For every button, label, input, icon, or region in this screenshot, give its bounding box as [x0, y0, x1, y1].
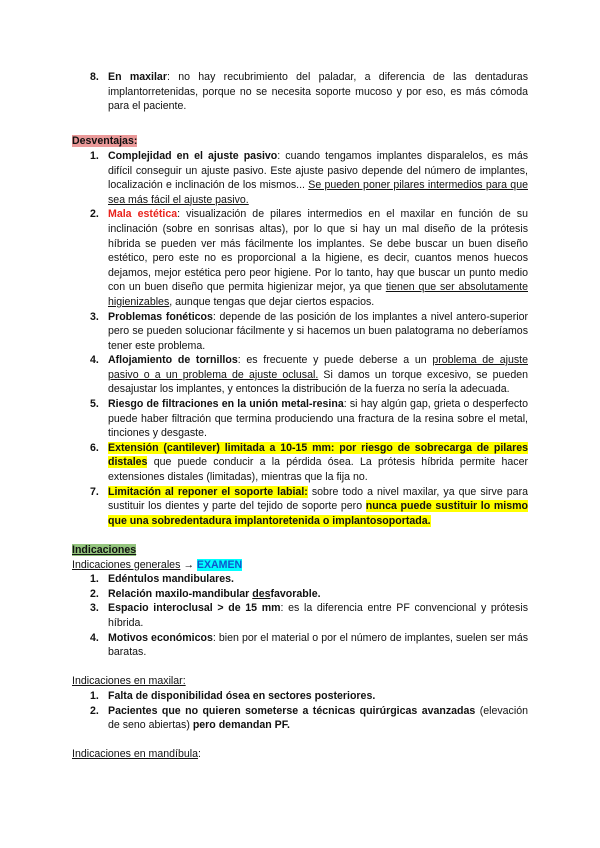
continued-list — [72, 70, 528, 114]
subheading-colon: : — [198, 748, 201, 761]
generales-list — [72, 572, 528, 660]
item-title: Espacio interoclusal > de 15 mm — [108, 602, 281, 615]
item-title: Problemas fonéticos — [108, 310, 213, 323]
list-item — [72, 485, 528, 529]
item-underline: tienen que ser absolutamente higienizables — [108, 281, 528, 308]
list-number: 6. — [90, 441, 99, 454]
list-number: 1. — [90, 689, 99, 702]
list-item — [72, 587, 528, 602]
arrow-icon: → — [183, 558, 194, 571]
item-text: sobre todo a nivel maxilar, ya que sirve para sustituir los dientes y parte del tejido de soporte pero — [108, 485, 528, 513]
list-number: 5. — [90, 398, 99, 411]
item-title: Complejidad en el ajuste pasivo — [108, 149, 278, 162]
item-title: Riesgo de filtraciones en la unión metal-resina — [108, 398, 344, 411]
list-item — [72, 207, 528, 309]
list-number: 4. — [90, 354, 99, 367]
item-text: : es frecuente y puede deberse a un — [237, 354, 433, 367]
item-title-red: Mala estética — [108, 208, 178, 221]
item-tail: pero demandan PF. — [192, 719, 290, 732]
item-text: : visualización de pilares intermedios en el maxilar en función de su inclinación (sobre en sonrisas altas), por lo que si hay un mal diseño de la prótesis híbrida se pueden ver más fácilmente los implantes. Se debe buscar un buen diseño estético, pero este no es proporcional a la higiene, es decir, cuantos menos huecos dejamos, mejor estética pero peor higiene. Por lo tanto, hay que buscar un punto medio con un buen diseño que permita higienizar mejor, ya que — [108, 208, 528, 294]
item-title: Edéntulos mandibulares. — [108, 573, 234, 586]
item-text: : cuando tengamos implantes disparalelos, es más difícil conseguir un ajuste pasivo. Este ajuste pasivo depende del número de implantes, localización e inclinación de los mismos... — [108, 149, 529, 192]
list-number: 4. — [90, 631, 99, 644]
item-text: : no hay recubrimiento del paladar, a diferencia de las dentaduras implantorretenidas, porque no se necesita soporte mucoso y por eso, es más cómoda para el paciente. — [108, 71, 528, 113]
list-item — [72, 631, 528, 660]
subheading-mandibula-line — [72, 747, 528, 762]
list-item — [72, 310, 528, 354]
item-tail: , aunque tengas que dejar ciertos espacios. — [169, 295, 375, 308]
item-underline: Se pueden poner pilares intermedios para que sea más fácil el ajuste pasivo. — [108, 179, 528, 206]
section-heading-desventajas: Desventajas: — [72, 135, 138, 148]
list-item — [72, 689, 528, 704]
item-title: En maxilar — [108, 71, 167, 83]
item-title: Pacientes que no quieren someterse a técnicas quirúrgicas avanzadas — [108, 704, 476, 717]
list-item — [72, 441, 528, 485]
list-number: 1. — [90, 149, 99, 162]
item-title-highlight: Extensión (cantilever) limitada a 10-15 mm: por riesgo de sobrecarga de pilares distales — [108, 441, 528, 469]
item-tail: Si damos un torque excesivo, se pueden desajustar los implantes, y entonces la distribución de la fuerza no sería la adecuada. — [108, 368, 528, 396]
maxilar-list — [72, 689, 528, 733]
section-heading-indicaciones: Indicaciones — [72, 544, 137, 556]
list-number: 3. — [90, 602, 99, 615]
subheading-mandibula: Indicaciones en mandíbula — [72, 748, 199, 761]
list-item — [72, 572, 528, 587]
exam-badge: EXAMEN — [196, 558, 243, 571]
item-text: que puede conducir a la pérdida ósea. La prótesis híbrida permite hacer extensiones distales (limitadas), mientras que la fija no. — [108, 456, 528, 484]
list-number: 8. — [90, 71, 99, 83]
item-text: (elevación de seno abiertas) — [108, 704, 528, 732]
desventajas-list — [72, 149, 528, 528]
indicaciones-generales-line — [72, 558, 528, 573]
list-item — [72, 601, 528, 630]
item-text: : es la diferencia entre PF convencional y prótesis híbrida. — [108, 602, 528, 629]
item-tail-highlight: nunca puede sustituir lo mismo que una sobredentadura implantoretenida o implantosoportada. — [108, 500, 528, 527]
item-underline: problema de ajuste pasivo o a un problema de ajuste oclusal. — [108, 354, 529, 381]
item-title-highlight: Limitación al reponer el soporte labial: — [108, 485, 308, 498]
list-number: 2. — [90, 704, 99, 717]
list-item — [72, 704, 528, 733]
item-title: Aflojamiento de tornillos — [108, 354, 238, 367]
list-item — [72, 397, 528, 441]
subheading-maxilar: Indicaciones en maxilar: — [72, 675, 186, 688]
list-number: 2. — [90, 587, 99, 600]
list-number: 7. — [90, 485, 99, 498]
item-title-a: Relación maxilo-mandibular — [108, 587, 253, 600]
list-number: 1. — [90, 573, 99, 586]
item-title-underline: des — [252, 587, 271, 600]
list-number: 3. — [90, 310, 99, 323]
subheading-generales: Indicaciones generales — [72, 558, 181, 571]
document-page — [72, 70, 528, 762]
item-title: Falta de disponibilidad ósea en sectores posteriores. — [108, 689, 376, 702]
item-title-b: favorable. — [270, 587, 321, 600]
item-text: : depende de las posición de los implantes a nivel antero-superior pero se pueden solucionar fácilmente y si hacemos un buen palatograma no deberíamos tener este problema. — [108, 310, 529, 352]
list-item — [72, 353, 528, 397]
item-title: Motivos económicos — [108, 631, 213, 644]
list-item — [72, 149, 528, 207]
item-text: : bien por el material o por el número de implantes, suelen ser más baratas. — [108, 631, 529, 659]
item-text: : si hay algún gap, grieta o desperfecto puede haber filtración que termina produciendo una fractura de la resina sobre el metal, tinciones y desgaste. — [108, 398, 528, 440]
list-item — [72, 70, 528, 114]
list-number: 2. — [90, 208, 99, 221]
